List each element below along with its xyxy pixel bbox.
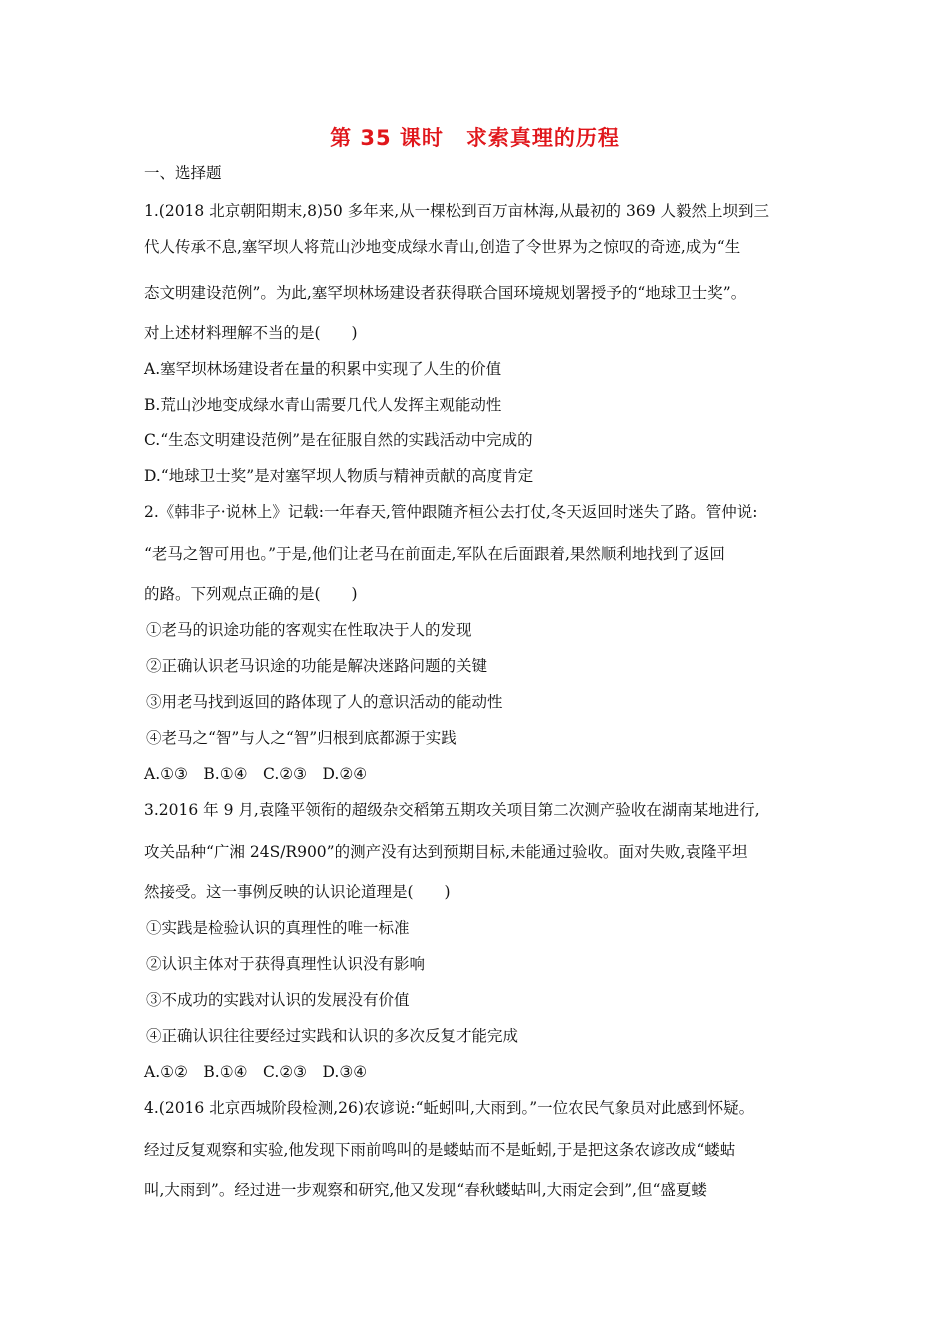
q1-stem-line-1: 1.(2018 北京朝阳期末,8)50 多年来,从一棵松到百万亩林海,从最初的 369 人毅然上坝到三 [144,202,769,220]
q2-stem-line-1: 2.《韩非子·说林上》记载:一年春天,管仲跟随齐桓公去打仗,冬天返回时迷失了路。管仲说: [144,503,758,521]
q3-stem-line-3: 然接受。这一事例反映的认识论道理是( ) [144,883,451,901]
q4-stem-line-3: 叫,大雨到”。经过进一步观察和研究,他又发现“春秋蝼蛄叫,大雨定会到”,但“盛夏蝼 [144,1181,707,1199]
q3-stem-line-2: 攻关品种“广湘 24S/R900”的测产没有达到预期目标,未能通过验收。面对失败,袁隆平坦 [144,843,748,861]
q3-statement-3: ③不成功的实践对认识的发展没有价值 [146,991,410,1009]
q1-stem-line-4: 对上述材料理解不当的是( ) [144,324,358,342]
q4-stem-line-2: 经过反复观察和实验,他发现下雨前鸣叫的是蝼蛄而不是蚯蚓,于是把这条农谚改成“蝼蛄 [144,1141,736,1159]
q1-option-d: D.“地球卫士奖”是对塞罕坝人物质与精神贡献的高度肯定 [144,467,534,485]
q1-option-b: B.荒山沙地变成绿水青山需要几代人发挥主观能动性 [144,396,502,414]
q1-option-a: A.塞罕坝林场建设者在量的积累中实现了人生的价值 [144,360,502,378]
q4-stem-line-1: 4.(2016 北京西城阶段检测,26)农谚说:“蚯蚓叫,大雨到。”一位农民气象员对此感到怀疑。 [144,1099,755,1117]
section-heading: 一、选择题 [144,164,222,182]
q3-options: A.①② B.①④ C.②③ D.③④ [144,1063,368,1081]
q2-statement-3: ③用老马找到返回的路体现了人的意识活动的能动性 [146,693,503,711]
page-title: 第 35 课时 求索真理的历程 [330,126,620,150]
q2-stem-line-2: “老马之智可用也。”于是,他们让老马在前面走,军队在后面跟着,果然顺利地找到了返回 [144,545,725,563]
q3-stem-line-1: 3.2016 年 9 月,袁隆平领衔的超级杂交稻第五期攻关项目第二次测产验收在湖南某地进行, [144,801,760,819]
q2-options: A.①③ B.①④ C.②③ D.②④ [144,765,368,783]
q3-statement-2: ②认识主体对于获得真理性认识没有影响 [146,955,426,973]
q2-statement-1: ①老马的识途功能的客观实在性取决于人的发现 [146,621,472,639]
q1-stem-line-3: 态文明建设范例”。为此,塞罕坝林场建设者获得联合国环境规划署授予的“地球卫士奖”。 [144,284,747,302]
q2-stem-line-3: 的路。下列观点正确的是( ) [144,585,358,603]
q1-option-c: C.“生态文明建设范例”是在征服自然的实践活动中完成的 [144,431,533,449]
q2-statement-2: ②正确认识老马识途的功能是解决迷路问题的关键 [146,657,488,675]
q3-statement-4: ④正确认识往往要经过实践和认识的多次反复才能完成 [146,1027,519,1045]
q2-statement-4: ④老马之“智”与人之“智”归根到底都源于实践 [146,729,457,747]
q3-statement-1: ①实践是检验认识的真理性的唯一标准 [146,919,410,937]
q1-stem-line-2: 代人传承不息,塞罕坝人将荒山沙地变成绿水青山,创造了令世界为之惊叹的奇迹,成为“生 [144,238,741,256]
